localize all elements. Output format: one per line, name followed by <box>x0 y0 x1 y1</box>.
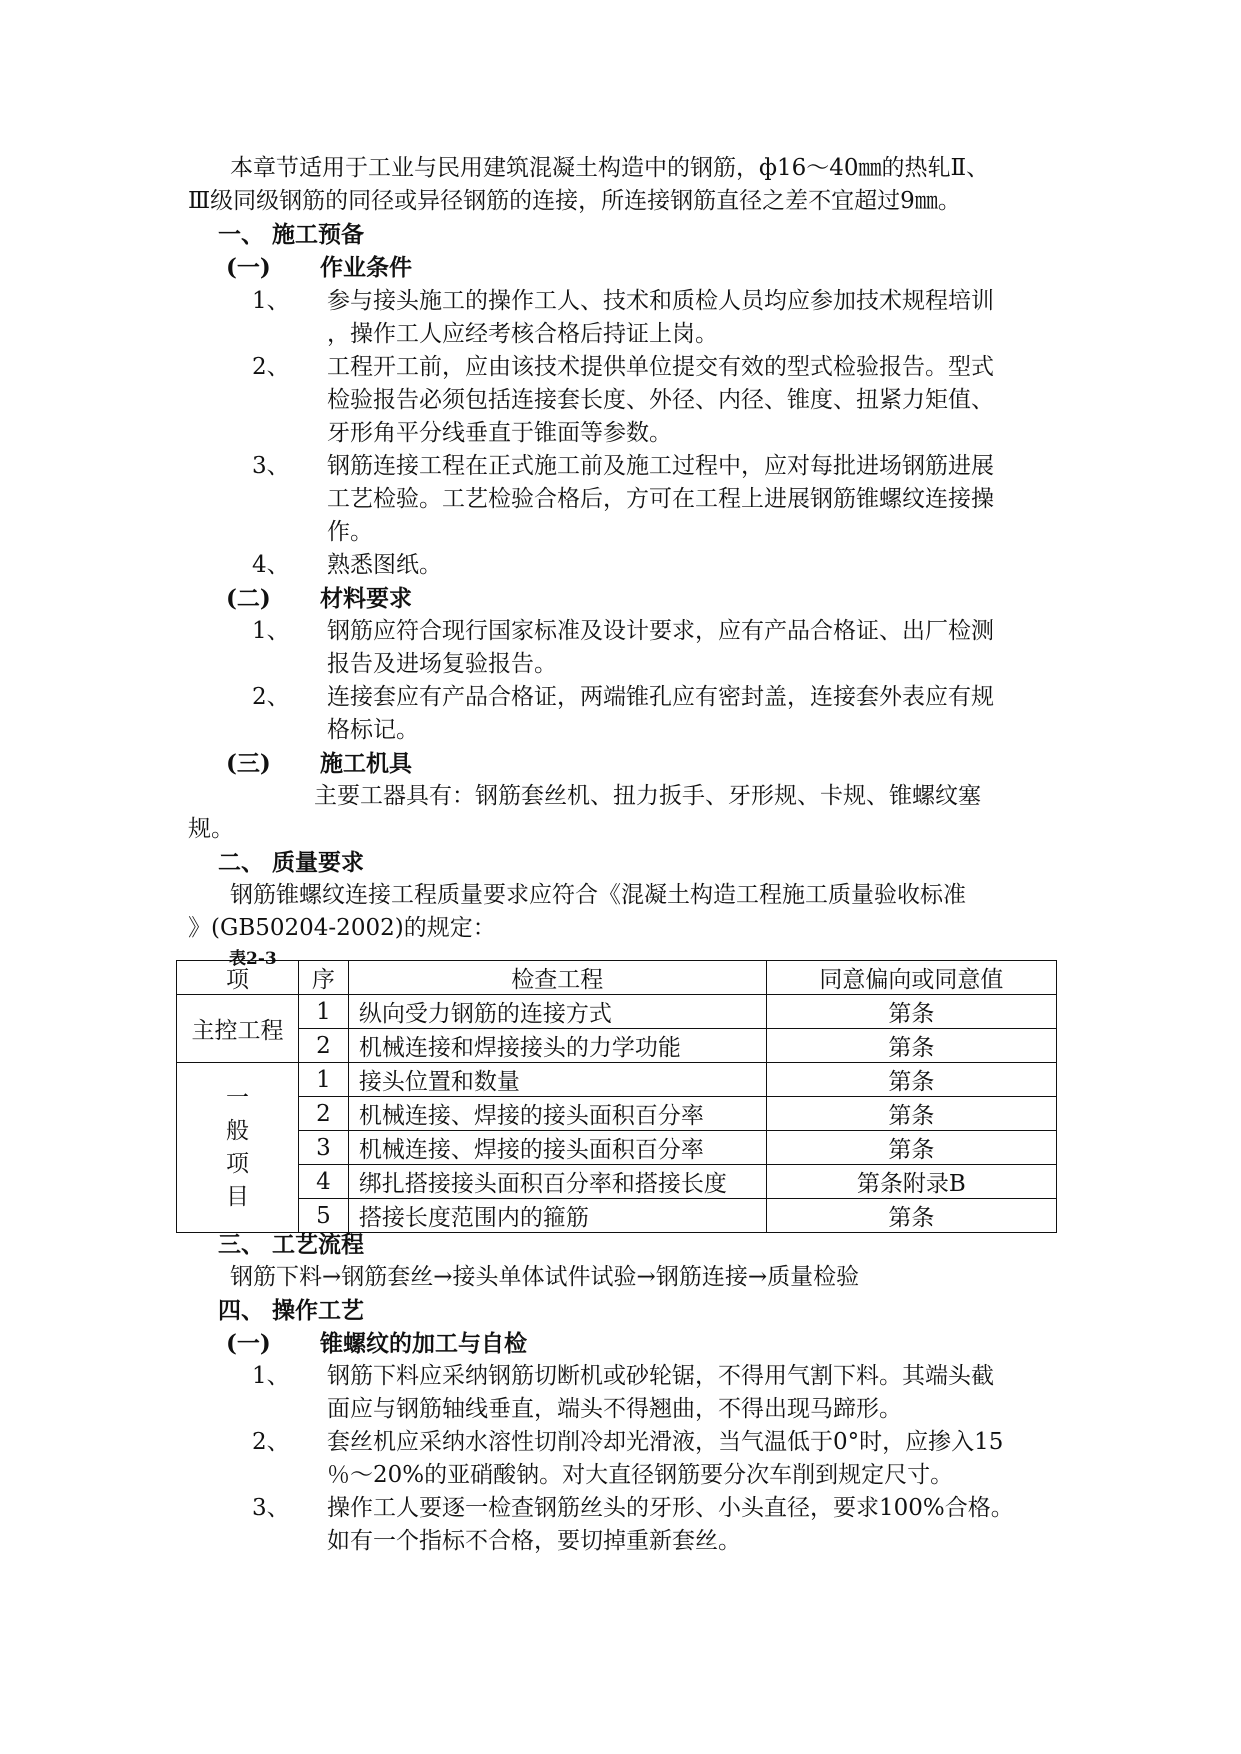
subsection-1b-title: 材料要求 <box>320 585 412 612</box>
row-item: 纵向受力钢筋的连接方式 <box>348 995 766 1029</box>
subsection-1a-number: (一) <box>226 254 271 281</box>
item-line: 格标记。 <box>327 717 419 743</box>
row-value: 第条 <box>766 995 1056 1029</box>
row-seq: 3 <box>298 1131 348 1165</box>
row-seq: 4 <box>298 1165 348 1199</box>
header-tolerance: 同意偏向或同意值 <box>766 961 1056 995</box>
header-category: 项 <box>177 961 299 995</box>
row-seq: 1 <box>298 995 348 1029</box>
item-number: 1、 <box>252 1363 290 1389</box>
item-line: 参与接头施工的操作工人、技术和质检人员均应参加技术规程培训 <box>327 288 994 314</box>
item-line: 熟悉图纸。 <box>327 552 442 578</box>
row-value: 第条 <box>766 1029 1056 1063</box>
row-value: 第条 <box>766 1131 1056 1165</box>
tools-line-2: 规。 <box>188 816 234 842</box>
section-3-title: 三、 工艺流程 <box>218 1231 365 1258</box>
intro-line-1: 本章节适用于工业与民用建筑混凝土构造中的钢筋，ф16～40㎜的热轧Ⅱ、 <box>230 155 990 181</box>
row-item: 机械连接和焊接接头的力学功能 <box>348 1029 766 1063</box>
table-row <box>177 1097 1057 1131</box>
table-row <box>177 995 1057 1029</box>
row-value: 第条 <box>766 1063 1056 1097</box>
table-row <box>177 1165 1057 1199</box>
quality-line-1: 钢筋锥螺纹连接工程质量要求应符合《混凝土构造工程施工质量验收标准 <box>230 882 966 908</box>
process-flow: 钢筋下料→钢筋套丝→接头单体试件试验→钢筋连接→质量检验 <box>230 1264 860 1290</box>
row-item: 搭接长度范围内的箍筋 <box>348 1199 766 1233</box>
row-seq: 2 <box>298 1097 348 1131</box>
subsection-1c-title: 施工机具 <box>320 750 412 777</box>
item-line: 牙形角平分线垂直于锥面等参数。 <box>327 420 672 446</box>
subsection-1c-number: (三) <box>226 750 271 777</box>
header-item: 检查工程 <box>348 961 766 995</box>
item-line: 面应与钢筋轴线垂直，端头不得翘曲，不得出现马蹄形。 <box>327 1396 902 1422</box>
item-line: 检验报告必须包括连接套长度、外径、内径、锥度、扭紧力矩值、 <box>327 387 994 413</box>
item-line: 操作工人要逐一检查钢筋丝头的牙形、小头直径，要求100%合格。 <box>327 1495 1014 1521</box>
item-number: 4、 <box>252 552 290 578</box>
table-caption: 表2-3 <box>229 949 277 969</box>
table-header-row <box>177 961 1057 995</box>
row-seq: 2 <box>298 1029 348 1063</box>
item-number: 2、 <box>252 684 290 710</box>
table-row <box>177 1029 1057 1063</box>
item-number: 3、 <box>252 453 290 479</box>
tools-line-1: 主要工器具有：钢筋套丝机、扭力扳手、牙形规、卡规、锥螺纹塞 <box>314 783 981 809</box>
subsection-1a-title: 作业条件 <box>320 254 412 281</box>
table-row <box>177 1063 1057 1097</box>
group-general-char: 目 <box>225 1183 249 1210</box>
item-line: 钢筋连接工程在正式施工前及施工过程中，应对每批进场钢筋进展 <box>327 453 994 479</box>
row-value: 第条附录B <box>766 1165 1056 1199</box>
header-seq: 序 <box>298 961 348 995</box>
item-line: 钢筋下料应采纳钢筋切断机或砂轮锯，不得用气割下料。其端头截 <box>327 1363 994 1389</box>
item-line: ％～20%的亚硝酸钠。对大直径钢筋要分次车削到规定尺寸。 <box>327 1462 954 1488</box>
row-item: 机械连接、焊接的接头面积百分率 <box>348 1097 766 1131</box>
row-item: 机械连接、焊接的接头面积百分率 <box>348 1131 766 1165</box>
row-value: 第条 <box>766 1097 1056 1131</box>
item-line: 报告及进场复验报告。 <box>327 651 557 677</box>
group-main-control: 主控工程 <box>177 995 299 1063</box>
row-seq: 1 <box>298 1063 348 1097</box>
row-item: 接头位置和数量 <box>348 1063 766 1097</box>
group-general-char: 项 <box>225 1150 249 1177</box>
item-number: 1、 <box>252 618 290 644</box>
row-item: 绑扎搭接接头面积百分率和搭接长度 <box>348 1165 766 1199</box>
item-number: 2、 <box>252 1429 290 1455</box>
quality-table <box>176 960 1057 1233</box>
row-value: 第条 <box>766 1199 1056 1233</box>
group-general-char: 般 <box>225 1117 249 1144</box>
item-line: 连接套应有产品合格证，两端锥孔应有密封盖，连接套外表应有规 <box>327 684 994 710</box>
item-number: 1、 <box>252 288 290 314</box>
item-line: 工程开工前，应由该技术提供单位提交有效的型式检验报告。型式 <box>327 354 994 380</box>
item-number: 2、 <box>252 354 290 380</box>
item-line: 套丝机应采纳水溶性切削冷却光滑液，当气温低于0°时，应掺入15 <box>327 1429 1004 1455</box>
item-line: 工艺检验。工艺检验合格后，方可在工程上进展钢筋锥螺纹连接操 <box>327 486 994 512</box>
item-line: 作。 <box>327 519 373 545</box>
item-line: 如有一个指标不合格，要切掉重新套丝。 <box>327 1528 741 1554</box>
subsection-4a-title: 锥螺纹的加工与自检 <box>320 1330 527 1357</box>
group-general-char: 一 <box>225 1084 249 1111</box>
section-2-title: 二、 质量要求 <box>218 849 365 876</box>
table-row <box>177 1131 1057 1165</box>
item-line: ，操作工人应经考核合格后持证上岗。 <box>327 321 718 347</box>
quality-line-2: 》(GB50204-2002)的规定： <box>188 915 496 941</box>
row-seq: 5 <box>298 1199 348 1233</box>
section-4-title: 四、 操作工艺 <box>218 1297 365 1324</box>
item-number: 3、 <box>252 1495 290 1521</box>
subsection-4a-number: (一) <box>226 1330 271 1357</box>
intro-line-2: Ⅲ级同级钢筋的同径或异径钢筋的连接，所连接钢筋直径之差不宜超过9㎜。 <box>188 188 961 214</box>
section-1-title: 一、 施工预备 <box>218 221 365 248</box>
item-line: 钢筋应符合现行国家标准及设计要求，应有产品合格证、出厂检测 <box>327 618 994 644</box>
group-general-items <box>177 1063 299 1233</box>
subsection-1b-number: (二) <box>226 585 271 612</box>
